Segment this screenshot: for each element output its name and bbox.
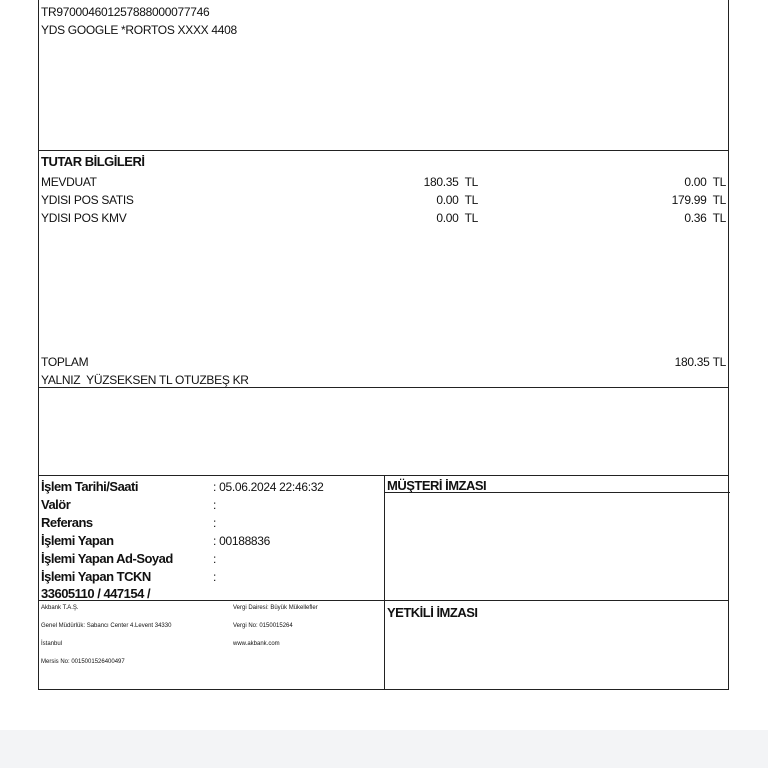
tax-office: Vergi Dairesi: Büyük Mükellefler [233,605,318,611]
field-label: İşlemi Yapan [41,533,114,548]
field-value: : [213,570,217,584]
field-label: Valör [41,497,71,512]
amount-row [39,193,728,211]
divider [39,600,728,601]
field-value: : [213,516,217,530]
credit-amount: 0.36 TL [684,211,726,225]
transaction-code: 33605110 / 447154 / [41,586,151,601]
viewer-bottom-bar [0,730,768,768]
amounts-title: TUTAR BİLGİLERİ [41,154,145,169]
bank-city: İstanbul [41,641,63,647]
total-amount: 180.35 TL [674,355,726,369]
receipt-document [38,0,729,690]
transaction-description: YDS GOOGLE *RORTOS XXXX 4408 [41,23,237,37]
amount-row [39,211,728,229]
authorized-signature-label: YETKİLİ İMZASI [387,605,478,620]
amount-label: YDISI POS KMV [41,211,127,225]
total-label: TOPLAM [41,355,89,369]
field-label: İşlem Tarihi/Saati [41,479,138,494]
debit-amount: 0.00 TL [436,211,478,225]
divider [39,387,728,388]
bank-mersis: Mersis No: 0015001526400497 [41,659,125,665]
debit-amount: 180.35 TL [423,175,478,189]
column-divider [384,475,385,690]
field-value: : 00188836 [213,534,271,548]
debit-amount: 0.00 TL [436,193,478,207]
amount-row [39,175,728,193]
field-label: İşlemi Yapan TCKN [41,569,151,584]
credit-amount: 0.00 TL [684,175,726,189]
iban-text: TR970004601257888000077746 [41,5,210,19]
bank-website: www.akbank.com [233,641,280,647]
divider [39,150,728,151]
customer-signature-label: MÜŞTERİ İMZASI [387,478,487,493]
field-value: : [213,498,217,512]
total-in-words: YALNIZ YÜZSEKSEN TL OTUZBEŞ KR [41,373,249,387]
bank-hq: Genel Müdürlük: Sabancı Center 4.Levent 34330 [41,623,172,629]
field-value: : 05.06.2024 22:46:32 [213,480,324,494]
tax-number: Vergi No: 0150015264 [233,623,293,629]
amount-label: YDISI POS SATIS [41,193,134,207]
field-value: : [213,552,217,566]
amount-label: MEVDUAT [41,175,97,189]
field-label: Referans [41,515,93,530]
bank-name: Akbank T.A.Ş. [41,605,79,611]
credit-amount: 179.99 TL [671,193,726,207]
field-label: İşlemi Yapan Ad-Soyad [41,551,173,566]
